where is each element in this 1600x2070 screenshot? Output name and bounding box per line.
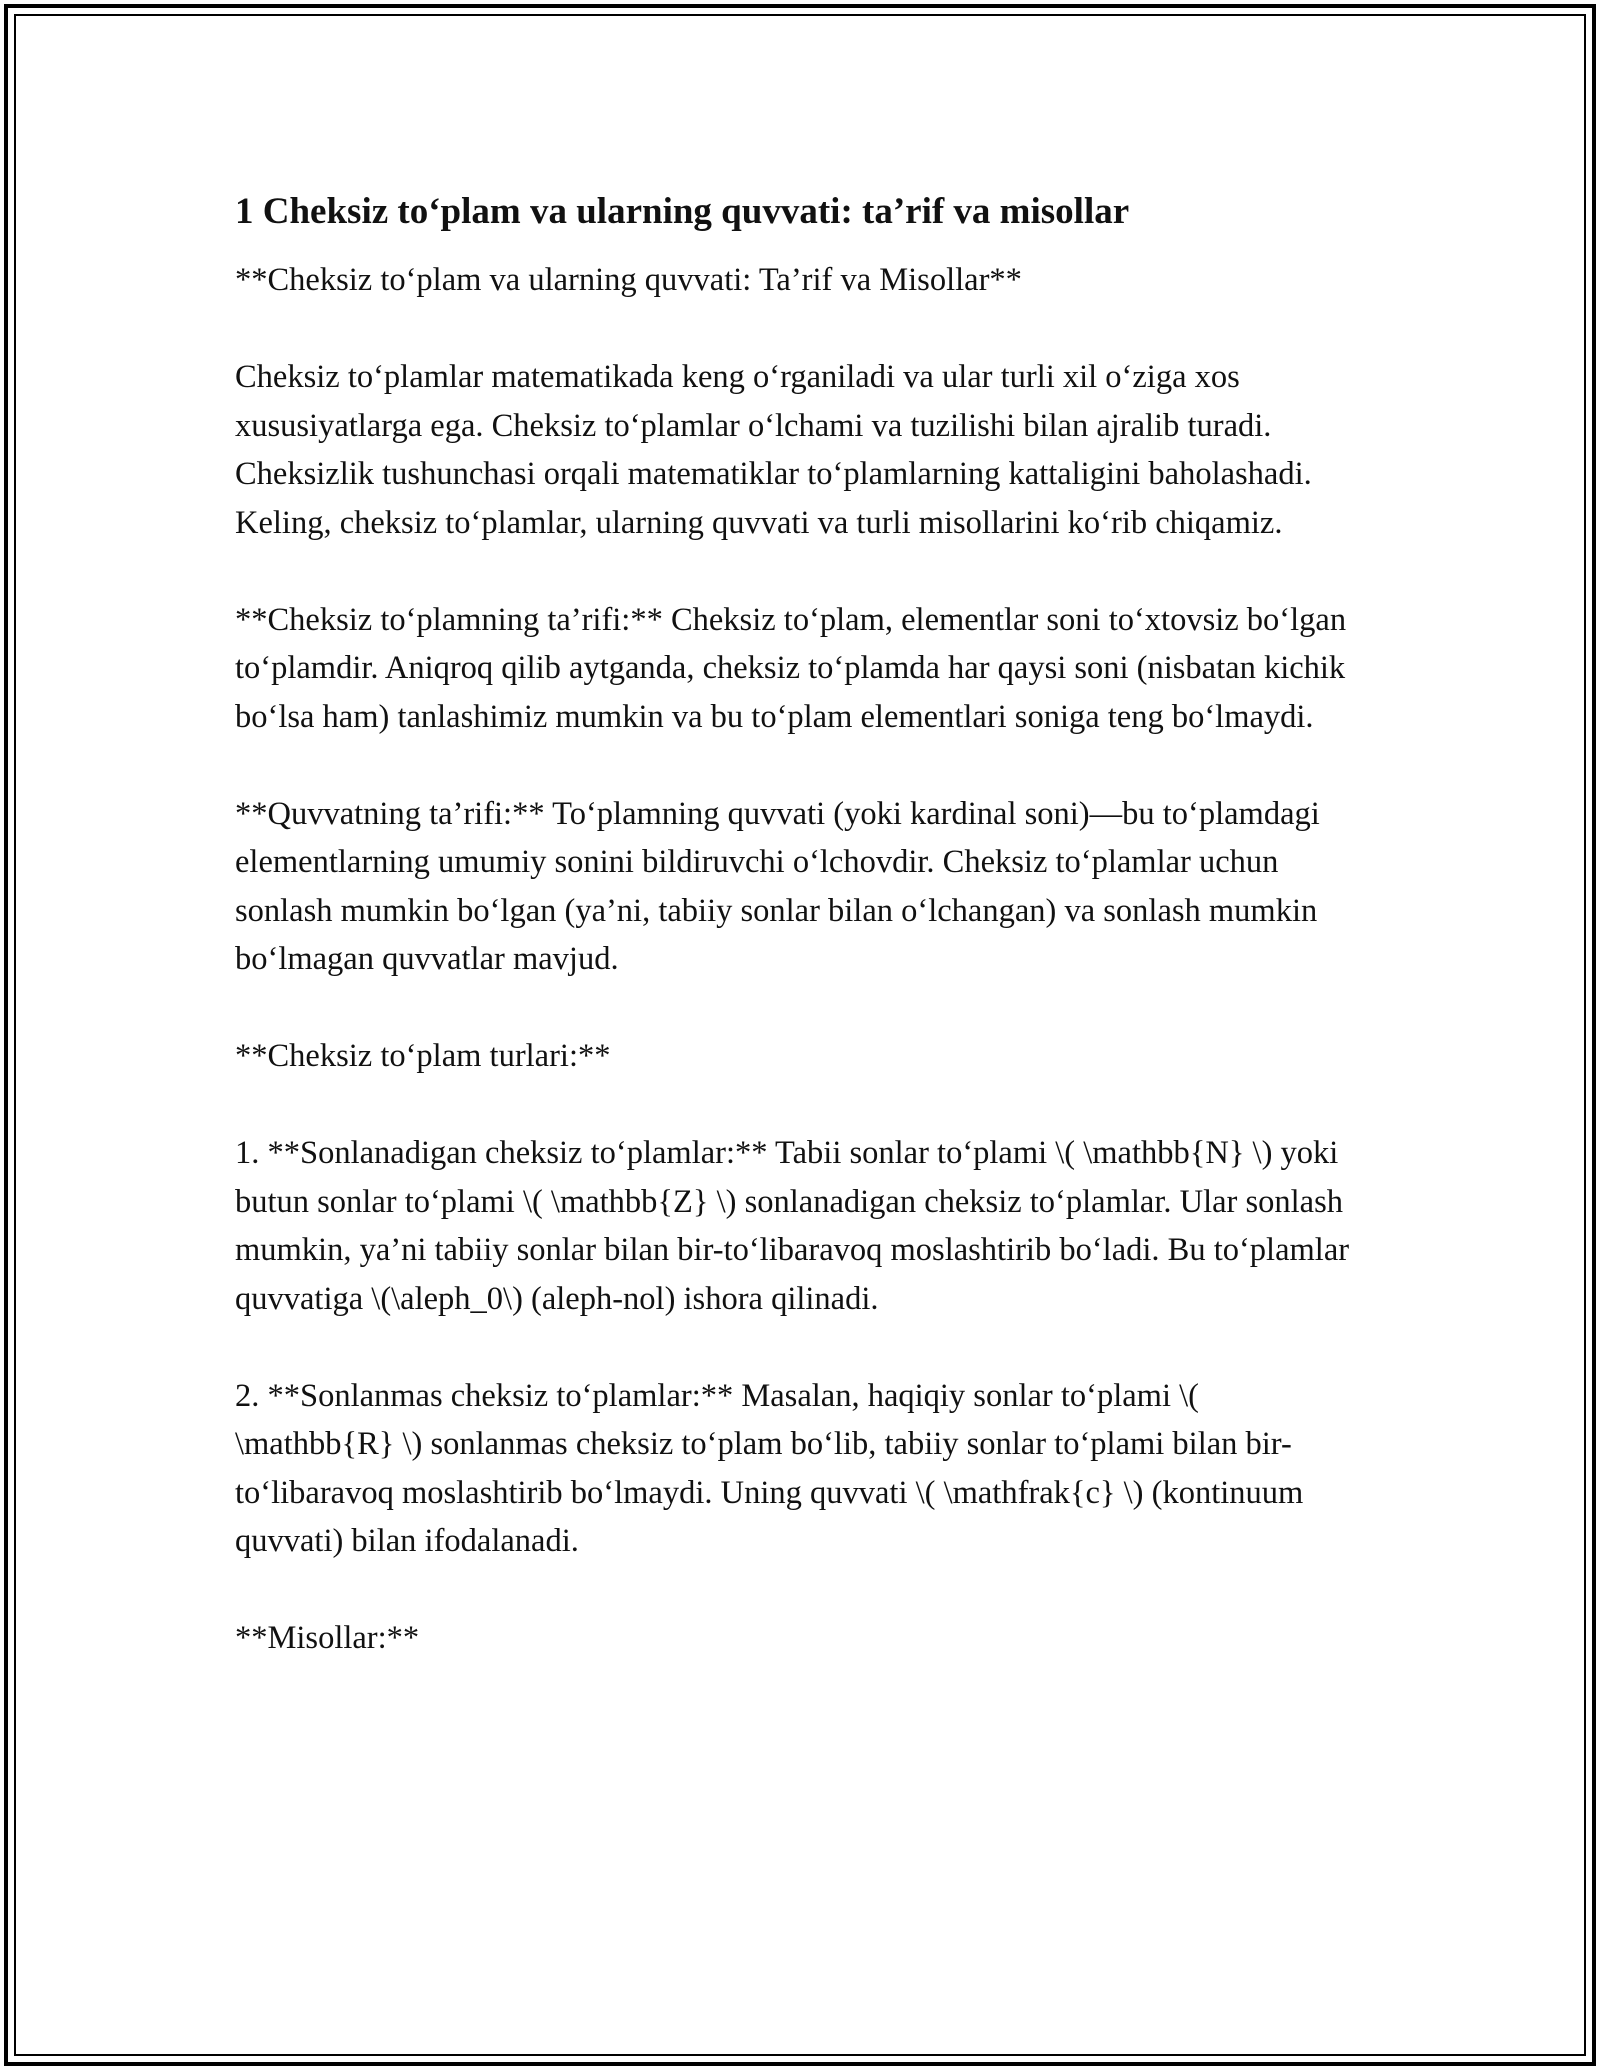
countable-sets-list-item: 1. **Sonlanadigan cheksiz to‘plamlar:** Tabii sonlar to‘plami \( \mathbb{N} \) yoki butun sonlar to‘plami \( \mathbb{Z} \) sonlanadigan cheksiz to‘plamlar. Ular sonlash mumkin, ya’ni tabiiy sonlar bilan bir-to‘libaravoq moslashtirib bo‘ladi. Bu to‘plamlar quvvatiga \(\aleph_0\) (aleph-nol) ishora qilinadi. — [235, 1135, 1350, 1317]
bold-heading-paragraph: **Cheksiz to‘plam va ularning quvvati: Ta’rif va Misollar** — [235, 262, 1022, 298]
uncountable-sets-list-item: 2. **Sonlanmas cheksiz to‘plamlar:** Masalan, haqiqiy sonlar to‘plami \( \mathbb{R} \) sonlanmas cheksiz to‘plam bo‘lib, tabiiy sonlar to‘plami bilan bir-to‘libaravoq moslashtirib bo‘lmaydi. Uning quvvati \( \mathfrak{c} \) (kontinuum quvvati) bilan ifodalanadi. — [235, 1377, 1304, 1559]
intro-paragraph: Cheksiz to‘plamlar matematikada keng o‘rganiladi va ular turli xil o‘ziga xos xususiyatlarga ega. Cheksiz to‘plamlar o‘lchami va tuzilishi bilan ajralib turadi. Cheksizlik tushunchasi orqali matematiklar to‘plamlarning kattaligini baholashadi. Keling, cheksiz to‘plamlar, ularning quvvati va turli misollarini ko‘rib chiqamiz. — [235, 359, 1312, 541]
page-title: 1 Cheksiz to‘plam va ularning quvvati: ta’rif va misollar — [235, 191, 1130, 232]
document-body — [235, 188, 1365, 1663]
types-heading-paragraph: **Cheksiz to‘plam turlari:** — [235, 1038, 611, 1074]
definition-cardinality-paragraph: **Quvvatning ta’rifi:** To‘plamning quvvati (yoki kardinal soni)—bu to‘plamdagi elementlarning umumiy sonini bildiruvchi o‘lchovdir. Cheksiz to‘plamlar uchun sonlash mumkin bo‘lgan (ya’ni, tabiiy sonlar bilan o‘lchangan) va sonlash mumkin bo‘lmagan quvvatlar mavjud. — [235, 795, 1320, 977]
examples-heading-paragraph: **Misollar:** — [235, 1620, 420, 1656]
definition-infinite-set-paragraph: **Cheksiz to‘plamning ta’rifi:** Cheksiz to‘plam, elementlar soni to‘xtovsiz bo‘lgan to‘plamdir. Aniqroq qilib aytganda, cheksiz to‘plamda har qaysi soni (nisbatan kichik bo‘lsa ham) tanlashimiz mumkin va bu to‘plam elementlari soniga teng bo‘lmaydi. — [235, 601, 1347, 735]
